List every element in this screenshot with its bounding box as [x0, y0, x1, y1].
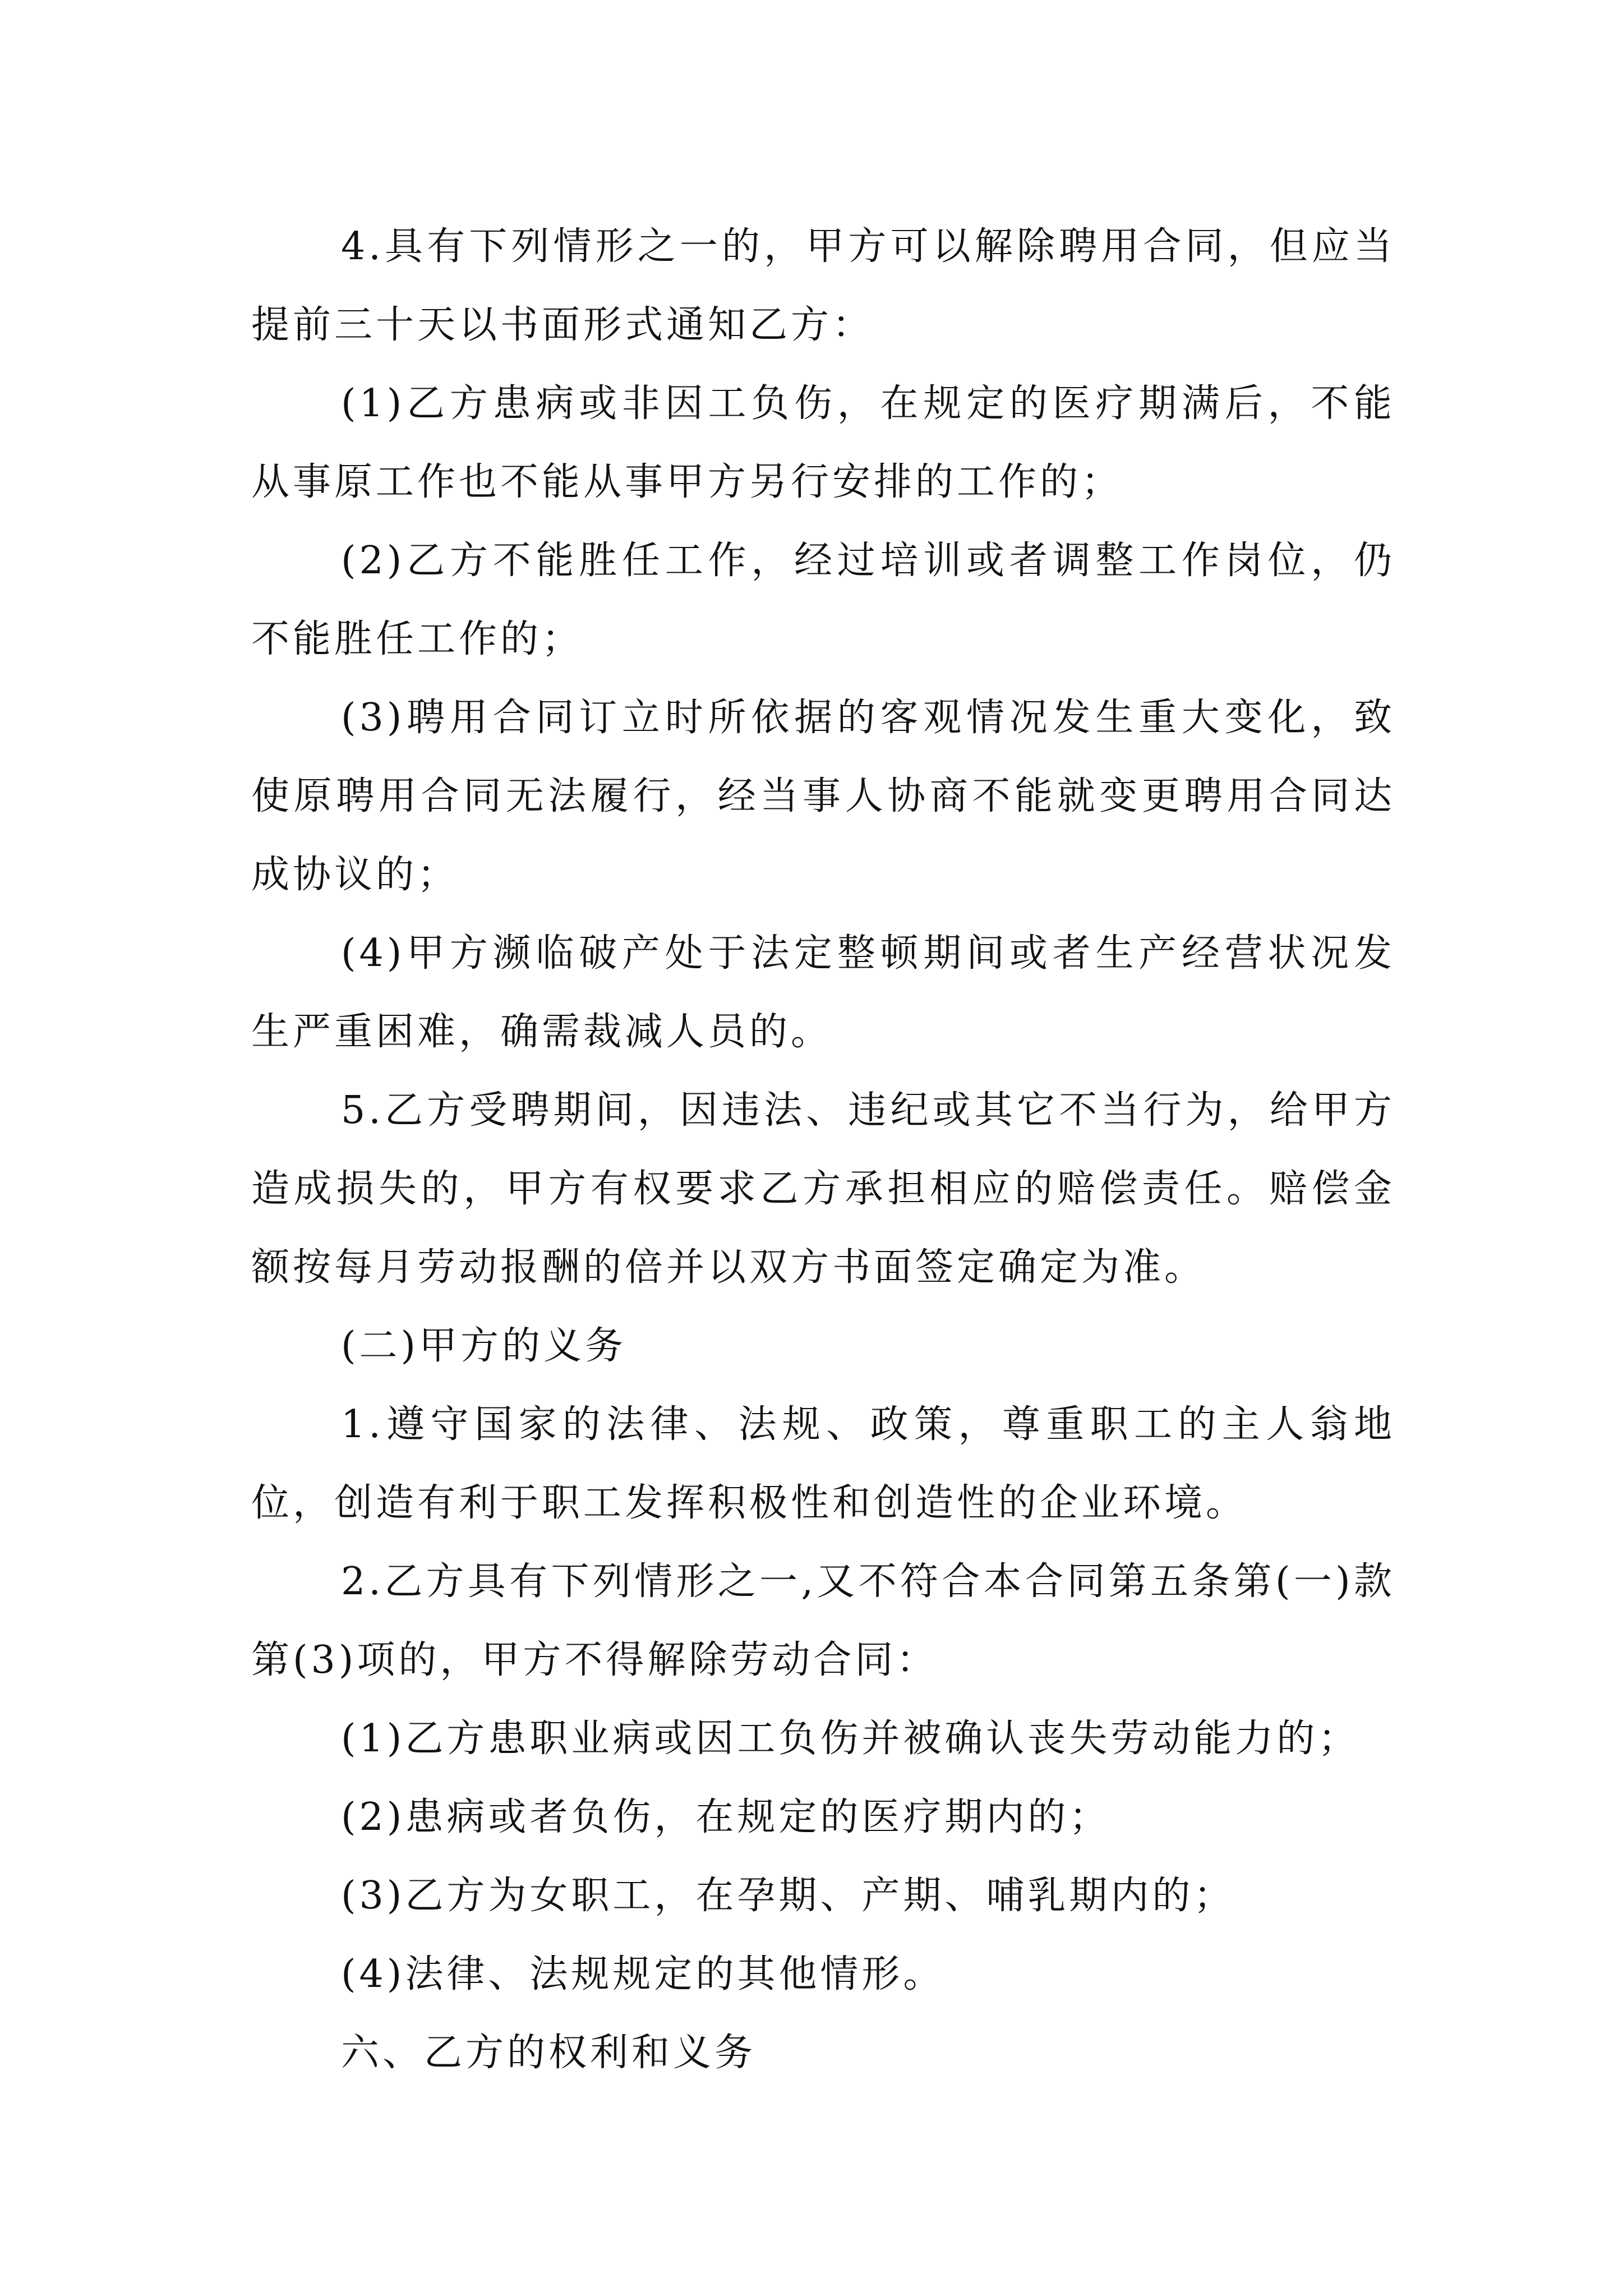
paragraph-item-occupational-disease: (1)乙方患职业病或因工负伤并被确认丧失劳动能力的； — [341, 1717, 1360, 1761]
paragraph-obey-law: 1.遵守国家的法律、法规、政策，尊重职工的主人翁地位，创造有利于职工发挥积极性和创造性的企业环境。 — [251, 1402, 1395, 1525]
paragraph-no-dismissal-conditions: 2.乙方具有下列情形之一,又不符合本合同第五条第(一)款第(3)项的，甲方不得解除劳动合同： — [251, 1559, 1395, 1682]
paragraph-item-illness: (1)乙方患病或非因工负伤，在规定的医疗期满后，不能从事原工作也不能从事甲方另行安排的工作的； — [251, 381, 1395, 504]
paragraph-item-other-legal: (4)法律、法规规定的其他情形。 — [341, 1952, 945, 1996]
document-body — [251, 208, 1395, 2092]
paragraph-item-incompetence: (2)乙方不能胜任工作，经过培训或者调整工作岗位，仍不能胜任工作的； — [251, 539, 1395, 661]
section-heading-party-b-rights: 六、乙方的权利和义务 — [341, 2031, 757, 2075]
paragraph-item-medical-period: (2)患病或者负伤，在规定的医疗期内的； — [341, 1795, 1111, 1839]
paragraph-item-bankruptcy: (4)甲方濒临破产处于法定整顿期间或者生产经营状况发生严重困难，确需裁减人员的。 — [251, 931, 1395, 1054]
paragraph-item-female-worker: (3)乙方为女职工，在孕期、产期、哺乳期内的； — [341, 1874, 1235, 1918]
section-heading-party-a-obligations: (二)甲方的义务 — [341, 1324, 627, 1368]
paragraph-compensation: 5.乙方受聘期间，因违法、违纪或其它不当行为，给甲方造成损失的，甲方有权要求乙方承担相应的赔偿责任。赔偿金额按每月劳动报酬的倍并以双方书面签定确定为准。 — [251, 1088, 1395, 1290]
paragraph-dismissal-with-notice: 4.具有下列情形之一的，甲方可以解除聘用合同，但应当提前三十天以书面形式通知乙方： — [251, 224, 1395, 347]
paragraph-item-circumstance-change: (3)聘用合同订立时所依据的客观情况发生重大变化，致使原聘用合同无法履行，经当事人协商不能就变更聘用合同达成协议的； — [251, 696, 1395, 897]
